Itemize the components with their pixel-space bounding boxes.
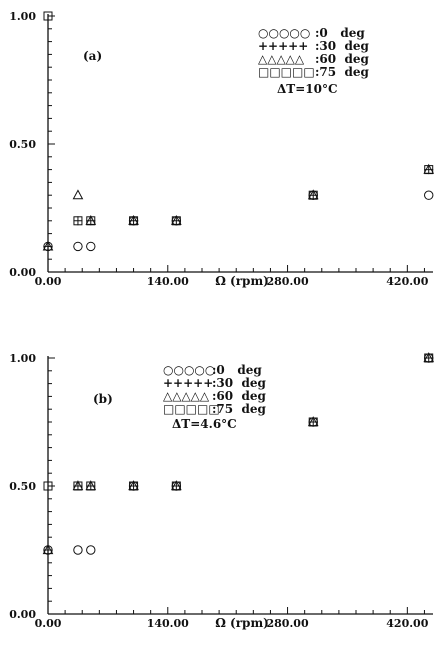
x-tick-label: 140.00 — [146, 275, 189, 288]
data-point-circle — [87, 242, 95, 250]
legend-b-glyphs-1: +++++ — [163, 376, 214, 390]
panel-a — [9, 10, 433, 288]
data-point-circle — [87, 546, 95, 554]
legend-a-label-0: :0 deg — [315, 26, 365, 40]
panel-a-x-axis-title: Ω (rpm) — [215, 274, 269, 288]
x-tick-label: 280.00 — [266, 275, 309, 288]
panel-a-label: (a) — [83, 49, 103, 63]
legend-a-glyphs-3: □□□□□ — [258, 65, 315, 79]
panel-b-x-axis-title: Ω (rpm) — [215, 616, 269, 630]
legend-b-label-0: :0 deg — [212, 363, 262, 377]
panel-b-label: (b) — [93, 392, 113, 406]
x-tick-label: 420.00 — [386, 275, 429, 288]
x-tick-label: 0.00 — [34, 617, 62, 630]
x-tick-label: 0.00 — [34, 275, 62, 288]
data-point-circle — [425, 191, 433, 199]
legend-a-glyphs-0: ○○○○○ — [258, 26, 311, 40]
x-tick-label: 140.00 — [146, 617, 189, 630]
legend-a-label-3: :75 deg — [315, 65, 369, 79]
legend-b-label-1: :30 deg — [212, 376, 266, 390]
legend-b-label-2: :60 deg — [212, 389, 266, 403]
y-tick-label: 0.00 — [9, 266, 36, 279]
panel-b — [9, 352, 433, 630]
legend-a-annotation: ΔT=10°C — [277, 82, 338, 96]
legend-b-glyphs-3: □□□□□ — [163, 402, 220, 416]
legend-a-label-1: :30 deg — [315, 39, 369, 53]
legend-b-glyphs-0: ○○○○○ — [163, 363, 216, 377]
y-tick-label: 1.00 — [9, 352, 36, 365]
legend-a — [258, 26, 370, 96]
data-point-circle — [74, 546, 82, 554]
legend-b-glyphs-2: △△△△△ — [163, 389, 210, 403]
legend-b-label-3: :75 deg — [212, 402, 266, 416]
data-point-triangle — [73, 190, 82, 198]
legend-b — [163, 363, 267, 431]
y-tick-label: 0.50 — [9, 480, 36, 493]
data-point-circle — [74, 242, 82, 250]
x-tick-label: 420.00 — [386, 617, 429, 630]
legend-a-label-2: :60 deg — [315, 52, 369, 66]
data-point-plus — [73, 216, 82, 225]
legend-a-glyphs-1: +++++ — [258, 39, 309, 53]
y-tick-label: 0.00 — [9, 608, 36, 621]
legend-a-glyphs-2: △△△△△ — [258, 52, 305, 66]
legend-b-annotation: ΔT=4.6°C — [172, 417, 237, 431]
y-tick-label: 0.50 — [9, 138, 36, 151]
x-tick-label: 280.00 — [266, 617, 309, 630]
y-tick-label: 1.00 — [9, 10, 36, 23]
